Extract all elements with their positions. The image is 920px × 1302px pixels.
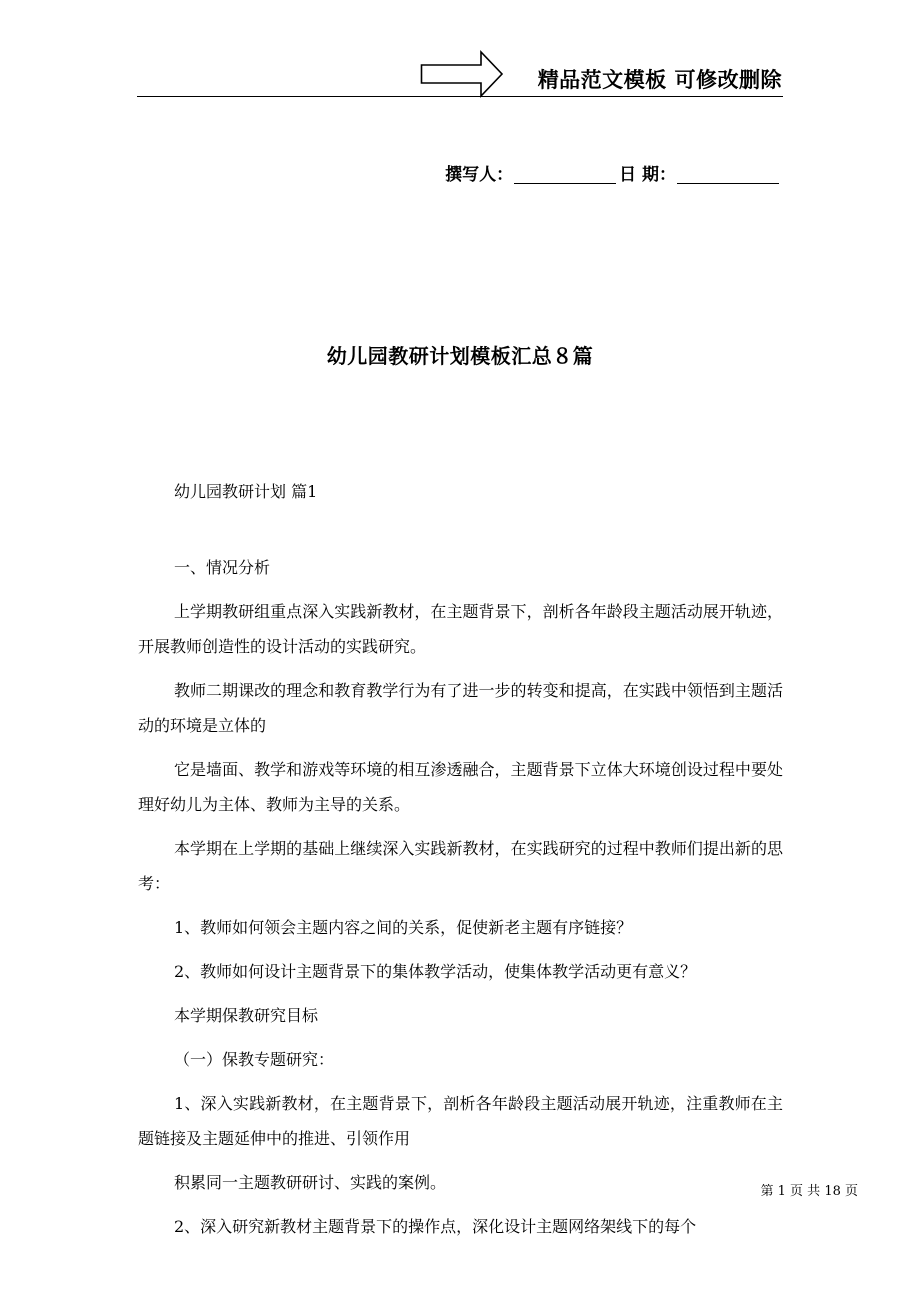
paragraph: 上学期教研组重点深入实践新教材，在主题背景下，剖析各年龄段主题活动展开轨迹，开展教师创造性的设计活动的实践研究。 [138,602,783,656]
header-divider [137,96,783,97]
author-label: 撰写人： [445,165,514,185]
paragraph: 2、深入研究新教材主题背景下的操作点，深化设计主题网络架线下的每个 [174,1217,697,1236]
paragraph: 教师二期课改的理念和教育教学行为有了进一步的转变和提高，在实践中领悟到主题活动的环境是立体的 [138,681,783,735]
paragraph: 本学期在上学期的基础上继续深入实践新教材，在实践研究的过程中教师们提出新的思考： [138,839,783,893]
date-label: 日 期： [619,165,676,185]
paragraph: （一）保教专题研究： [174,1050,335,1069]
header-title: 精品范文模板 可修改删除 [537,68,782,92]
page-header [0,0,920,100]
section-heading: 幼儿园教研计划 篇1 [174,482,318,501]
arrow-right-icon [420,50,504,98]
date-blank-field[interactable] [677,163,779,184]
paragraph: 一、情况分析 [174,558,271,577]
paragraph: 1、教师如何领会主题内容之间的关系，促使新老主题有序链接？ [174,918,633,937]
author-date-row [445,160,782,185]
page-number: 第 1 页 共 18 页 [760,1184,858,1199]
document-body [138,478,783,1253]
paragraph: 1、深入实践新教材，在主题背景下，剖析各年龄段主题活动展开轨迹，注重教师在主题链接及主题延伸中的推进、引领作用 [138,1094,783,1148]
paragraph: 2、教师如何设计主题背景下的集体教学活动，使集体教学活动更有意义？ [174,962,697,981]
document-title: 幼儿园教研计划模板汇总８篇 [326,344,594,368]
paragraph: 它是墙面、教学和游戏等环境的相互渗透融合，主题背景下立体大环境创设过程中要处理好幼儿为主体、教师为主导的关系。 [138,760,783,814]
paragraph: 积累同一主题教研研讨、实践的案例。 [174,1173,447,1192]
author-blank-field[interactable] [514,163,616,184]
paragraph: 本学期保教研究目标 [174,1006,319,1025]
